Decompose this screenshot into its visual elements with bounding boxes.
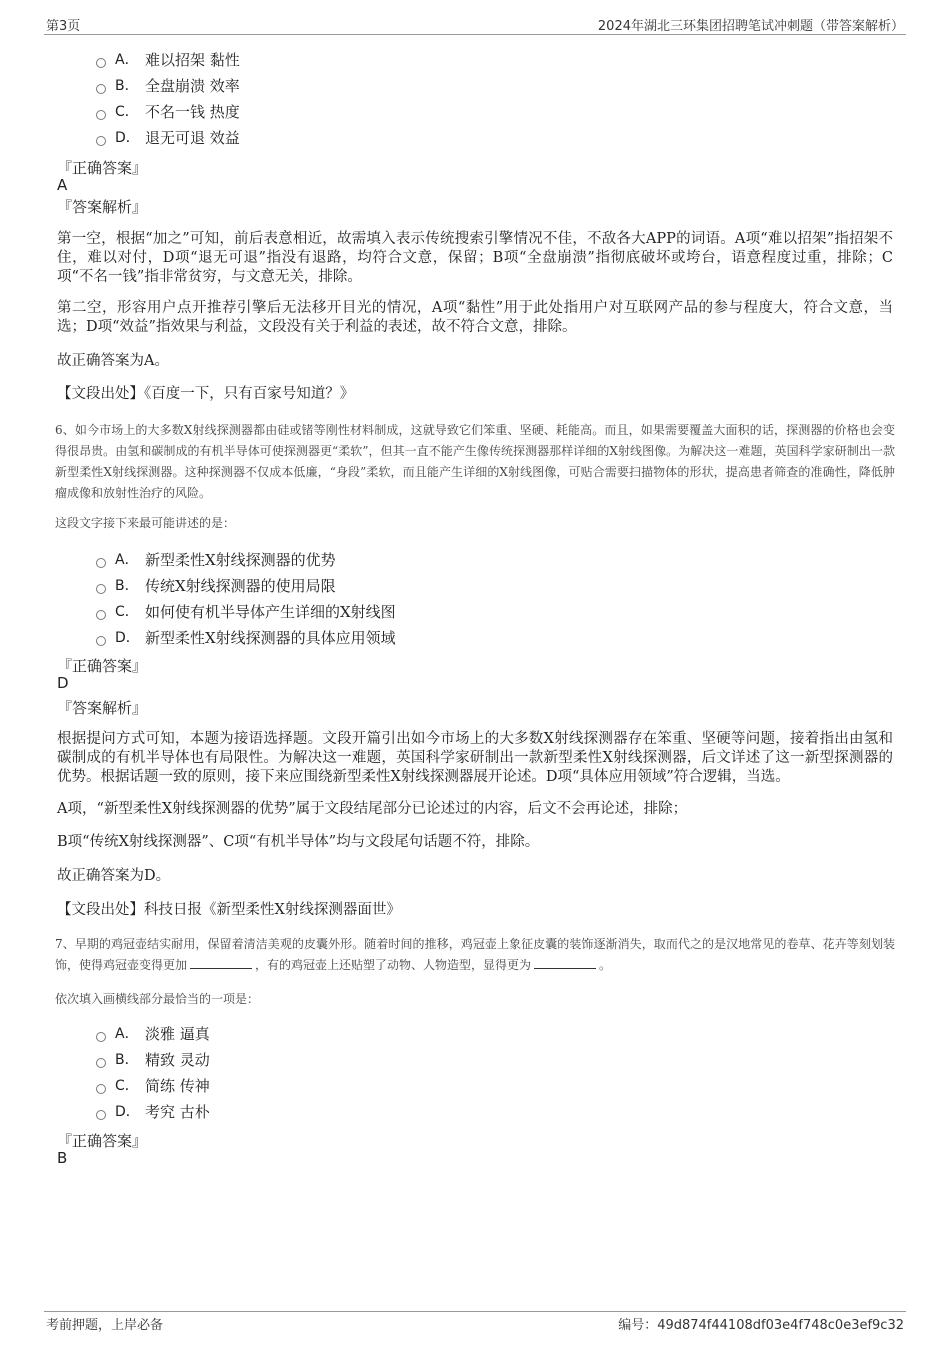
option-letter: D． [115, 1104, 140, 1120]
q5-option-d[interactable] [96, 126, 240, 148]
q5-answer: A [57, 176, 68, 194]
footer-divider [44, 1311, 906, 1312]
q7-answer-label: 『正确答案』 [57, 1132, 148, 1150]
option-text: 精致 灵动 [145, 1050, 210, 1069]
q6-analysis-paragraph: 根据提问方式可知，本题为接语选择题。文段开篇引出如今市场上的大多数X射线探测器存在笨重、坚硬等问题，接着指出由氢和碳制成的有机半导体也有局限性。为解决这一难题，英国科学家研制出一款新型柔性X射线探测器，后文详述了这一新型探测器的优势。根据话题一致的原则，接下来应围绕新型柔性X射线探测器展开论述。D项“具体应用领域”符合逻辑，当选。 [57, 731, 893, 785]
page-number: 第3页 [46, 19, 81, 34]
q7-option-b[interactable] [96, 1048, 210, 1070]
option-letter: D． [115, 130, 140, 146]
option-text: 如何使有机半导体产生详细的X射线图 [145, 602, 396, 621]
option-letter: B． [115, 78, 139, 94]
option-letter: D． [115, 630, 140, 646]
q5-analysis-label: 『答案解析』 [57, 198, 148, 216]
q7-option-c[interactable] [96, 1074, 210, 1096]
q7-stem-part: ，有的鸡冠壶上还贴塑了动物、人物造型，显得更为 [255, 958, 532, 972]
q5-answer-label: 『正确答案』 [57, 159, 148, 177]
fill-blank [190, 956, 252, 969]
q5-option-a[interactable] [96, 48, 240, 70]
option-text: 不名一钱 热度 [145, 102, 240, 121]
q6-option-d[interactable] [96, 626, 396, 648]
q6-answer: D [57, 674, 69, 692]
q6-source: 【文段出处】科技日报《新型柔性X射线探测器面世》 [57, 902, 401, 918]
option-letter: C． [115, 1078, 139, 1094]
q7-stem [55, 934, 895, 976]
q6-analysis-paragraph: B项“传统X射线探测器”、C项“有机半导体”均与文段尾句话题不符，排除。 [57, 834, 540, 850]
radio-icon[interactable] [96, 1084, 106, 1094]
q7-answer: B [57, 1149, 68, 1167]
radio-icon[interactable] [96, 558, 106, 568]
option-letter: B． [115, 1052, 139, 1068]
q7-stem-part: 7、早期的鸡冠壶结实耐用，保留着清洁美观的皮囊外形。随着时间的推移，鸡冠壶上象征皮囊的装饰逐渐消失，取而代之的是汉地常见的卷草、花卉等刻划装饰，使得鸡冠壶变得更加 [55, 937, 895, 972]
option-text: 新型柔性X射线探测器的具体应用领域 [145, 628, 396, 647]
footer-slogan: 考前押题，上岸必备 [46, 1318, 164, 1333]
q6-stem: 6、如今市场上的大多数X射线探测器都由硅或锗等刚性材料制成，这就导致它们笨重、坚硬、耗能高。而且，如果需要覆盖大面积的话，探测器的价格也会变得很昂贵。由氢和碳制成的有机半导体可使探测器更“柔软”，但其一直不能产生像传统探测器那样详细的X射线图像。为解决这一难题，英国科学家研制出一款新型柔性X射线探测器。这种探测器不仅成本低廉，“身段”柔软，而且能产生详细的X射线图像，可贴合需要扫描物体的形状，提高患者筛查的准确性，降低肿瘤成像和放射性治疗的风险。 [55, 423, 895, 500]
option-text: 全盘崩溃 效率 [145, 76, 240, 95]
option-text: 简练 传神 [145, 1076, 210, 1095]
document-title: 2024年湖北三环集团招聘笔试冲刺题（带答案解析） [597, 19, 904, 34]
q6-analysis-label: 『答案解析』 [57, 699, 148, 717]
q7-option-a[interactable] [96, 1022, 210, 1044]
option-letter: C． [115, 604, 139, 620]
footer-code-value: 49d874f44108df03e4f748c0e3ef9c32 [657, 1318, 904, 1333]
option-text: 淡雅 逼真 [145, 1024, 210, 1043]
option-text: 难以招架 黏性 [145, 50, 240, 69]
q6-option-c[interactable] [96, 600, 396, 622]
q6-prompt: 这段文字接下来最可能讲述的是： [55, 516, 236, 530]
q6-analysis-paragraph: A项，“新型柔性X射线探测器的优势”属于文段结尾部分已论述过的内容，后文不会再论述，排除； [57, 801, 688, 817]
radio-icon[interactable] [96, 84, 106, 94]
radio-icon[interactable] [96, 58, 106, 68]
q5-option-c[interactable] [96, 100, 240, 122]
radio-icon[interactable] [96, 1032, 106, 1042]
q5-conclusion: 故正确答案为A。 [57, 353, 169, 369]
q5-analysis-paragraph: 第一空，根据“加之”可知，前后表意相近，故需填入表示传统搜索引擎情况不佳，不敌各大APP的词语。A项“难以招架”指招架不住，难以对付，D项“退无可退”指没有退路，均符合文意，保留；B项“全盘崩溃”指彻底破坏或垮台，语意程度过重，排除；C项“不名一钱”指非常贫穷，与文意无关，排除。 [57, 231, 893, 285]
q6-option-b[interactable] [96, 574, 336, 596]
q6-conclusion: 故正确答案为D。 [57, 868, 171, 884]
q7-stem-part: 。 [599, 958, 612, 972]
radio-icon[interactable] [96, 610, 106, 620]
option-text: 新型柔性X射线探测器的优势 [145, 550, 336, 569]
q5-analysis-paragraph: 第二空，形容用户点开推荐引擎后无法移开目光的情况，A项“黏性”用于此处指用户对互联网产品的参与程度大，符合文意，当选；D项“效益”指效果与利益，文段没有关于利益的表述，故不符合文意，排除。 [57, 300, 893, 335]
option-text: 传统X射线探测器的使用局限 [145, 576, 336, 595]
radio-icon[interactable] [96, 110, 106, 120]
footer-code-label: 编号： [618, 1318, 658, 1333]
header-divider [44, 34, 906, 35]
footer-code [618, 1314, 904, 1333]
option-letter: B． [115, 578, 139, 594]
option-text: 退无可退 效益 [145, 128, 240, 147]
radio-icon[interactable] [96, 1110, 106, 1120]
option-letter: A． [115, 52, 139, 68]
radio-icon[interactable] [96, 636, 106, 646]
option-letter: A． [115, 552, 139, 568]
radio-icon[interactable] [96, 1058, 106, 1068]
q5-option-b[interactable] [96, 74, 240, 96]
radio-icon[interactable] [96, 136, 106, 146]
q6-option-a[interactable] [96, 548, 336, 570]
fill-blank [534, 956, 596, 969]
option-letter: C． [115, 104, 139, 120]
q7-prompt: 依次填入画横线部分最恰当的一项是： [55, 992, 260, 1006]
radio-icon[interactable] [96, 584, 106, 594]
q7-option-d[interactable] [96, 1100, 210, 1122]
option-text: 考究 古朴 [145, 1102, 210, 1121]
option-letter: A． [115, 1026, 139, 1042]
q6-answer-label: 『正确答案』 [57, 657, 148, 675]
q5-source: 【文段出处】《百度一下，只有百家号知道？》 [57, 386, 355, 402]
